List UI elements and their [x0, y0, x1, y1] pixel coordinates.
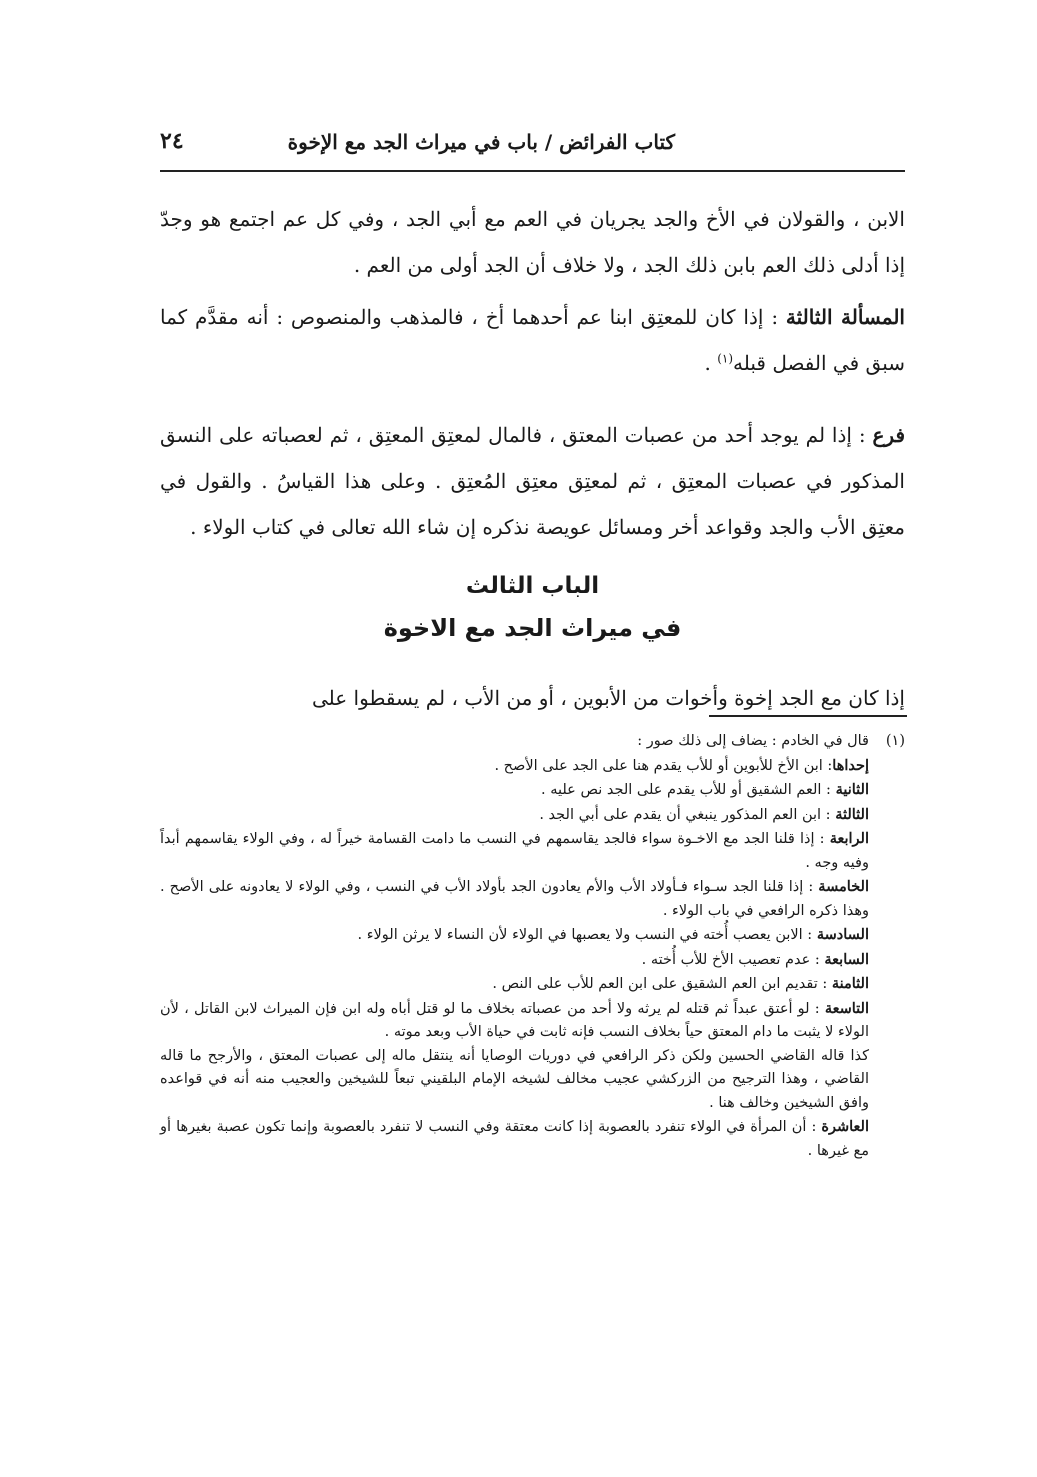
- main-text: [160, 196, 905, 550]
- footnote-separator: [709, 715, 907, 717]
- item-text: : عدم تعصيب الأخ للأب أُخته .: [641, 951, 825, 968]
- item-label: العاشرة: [821, 1118, 869, 1135]
- item-text: : تقديم ابن العم الشقيق على ابن العم للأب على النص .: [492, 976, 832, 992]
- footnote-item: [160, 997, 869, 1045]
- footnote-item: [160, 754, 869, 779]
- footnote-reference: (١): [717, 351, 734, 366]
- item-label: السابعة: [824, 950, 869, 968]
- branch-heading: فرع: [872, 423, 905, 447]
- item-label: السادسة: [816, 926, 869, 943]
- item-text: : العم الشقيق أو للأب يقدم على الجد نص عليه .: [541, 782, 836, 798]
- issue-three-heading: المسألة الثالثة: [785, 305, 905, 329]
- paragraph-branch: [160, 412, 905, 550]
- footnote-item: [160, 875, 869, 923]
- paragraph-continuation: الابن ، والقولان في الأخ والجد يجريان في العم مع أبي الجد ، وفي كل عم اجتمع هو وجدّ إذا أدلى ذلك العم بابن ذلك الجد ، ولا خلاف أن الجد أولى من العم .: [160, 207, 905, 277]
- footnote-continuation: كذا قاله القاضي الحسين ولكن ذكر الرافعي في دوريات الوصايا أنه ينتقل ماله إلى عصبات المعتق ، والأرجح ما قاله القاضي ، وهذا الترجيح من الزركشي عجيب مخالف لشيخه الإمام البلقيني تبعاً للشيخين والعجيب منه أنه في قواعده وافق الشيخين وخالف هنا .: [160, 1047, 869, 1111]
- footnote-item: [160, 948, 869, 973]
- issue-three-text: : إذا كان للمعتِق ابنا عم أحدهما أخ ، فالمذهب والمنصوص : أنه مقدَّم كما سبق في الفصل قبله: [160, 305, 905, 375]
- footnote-item: [160, 827, 869, 875]
- chapter-number: الباب الثالث: [465, 573, 600, 599]
- item-text: : لو أعتق عبداً ثم قتله لم يرثه ولا أحد من عصباته بخلاف ما لو قتل أباه وله ابن فإن الميراث لابن القاتل ، لأن الولاء لا يثبت ما دام المعتق حياً بخلاف النسب فإنه ثابت في حياة الأب وبعد موته .: [160, 1000, 869, 1040]
- item-text: : ابن الأخ للأبوين أو للأب يقدم هنا على الجد على الأصح .: [494, 757, 833, 774]
- running-header: [160, 126, 905, 172]
- item-label: الثالثة: [835, 805, 869, 823]
- item-text: : ابن العم المذكور ينبغي أن يقدم على أبي الجد .: [539, 806, 836, 823]
- footnote-item: [160, 778, 869, 803]
- chapter-heading: [160, 566, 905, 650]
- item-text: : أن المرأة في الولاء تنفرد بالعصوبة إذا كانت معتقة وفي النسب لا تنفرد بالعصوبة وإنما تكون عصبة بغيرها أو مع غيرها .: [160, 1119, 869, 1159]
- item-text: : إذا قلنا الجد سـواء فـأولاد الأب والأم يعادون الجد بأولاد الأب في النسب ، وفي الولاء لا يعادونه على الأصح . وهذا ذكره الرافعي في باب الولاء .: [160, 879, 869, 919]
- item-text: : الابن يعصب أُخته في النسب ولا يعصبها في الولاء لأن النساء لا يرثن الولاء .: [357, 927, 817, 943]
- header-title: كتاب الفرائض / باب في ميراث الجد مع الإخوة: [287, 130, 675, 154]
- chapter-opening-text: إذا كان مع الجد إخوة وأخوات من الأبوين ، أو من الأب ، لم يسقطوا على: [311, 686, 905, 710]
- chapter-title: في ميراث الجد مع الاخوة: [383, 614, 682, 642]
- page-number: ٢٤: [160, 128, 184, 154]
- footnote-item: [160, 1115, 869, 1163]
- footnote-intro-text: قال في الخادم : يضاف إلى ذلك صور :: [637, 733, 869, 749]
- footnote-item: [160, 803, 869, 828]
- footnotes: [160, 730, 905, 1163]
- issue-three-end: .: [704, 351, 718, 375]
- footnote-items: [160, 754, 905, 1164]
- item-label: الثانية: [835, 781, 869, 798]
- footnote-number: (١): [885, 733, 905, 749]
- item-text: : إذا قلنا الجد مع الاخـوة سواء فالجد يقاسمهم في النسب ما دامت القسامة خيراً له ، وفي الولاء يقاسمهم أبداً وفيه وجه .: [160, 831, 869, 871]
- footnote-item: [160, 923, 869, 948]
- paragraph-issue-three: [160, 294, 905, 386]
- branch-text: : إذا لم يوجد أحد من عصبات المعتق ، فالمال لمعتِق المعتِق ، ثم لعصباته على النسق المذكور في عصبات المعتِق ، ثم لمعتِق معتِق المُعتِق . وعلى هذا القياسُ . والقول في معتِق الأب والجد وقواعد أخر ومسائل عويصة نذكره إن شاء الله تعالى في كتاب الولاء .: [160, 423, 905, 539]
- footnote-intro: [160, 730, 905, 754]
- item-label: الرابعة: [829, 830, 869, 847]
- item-label: إحداها: [832, 756, 869, 774]
- item-label: الخامسة: [818, 878, 869, 895]
- item-label: الثامنة: [831, 975, 869, 992]
- footnote-item: [160, 972, 869, 997]
- item-label: التاسعة: [824, 999, 869, 1017]
